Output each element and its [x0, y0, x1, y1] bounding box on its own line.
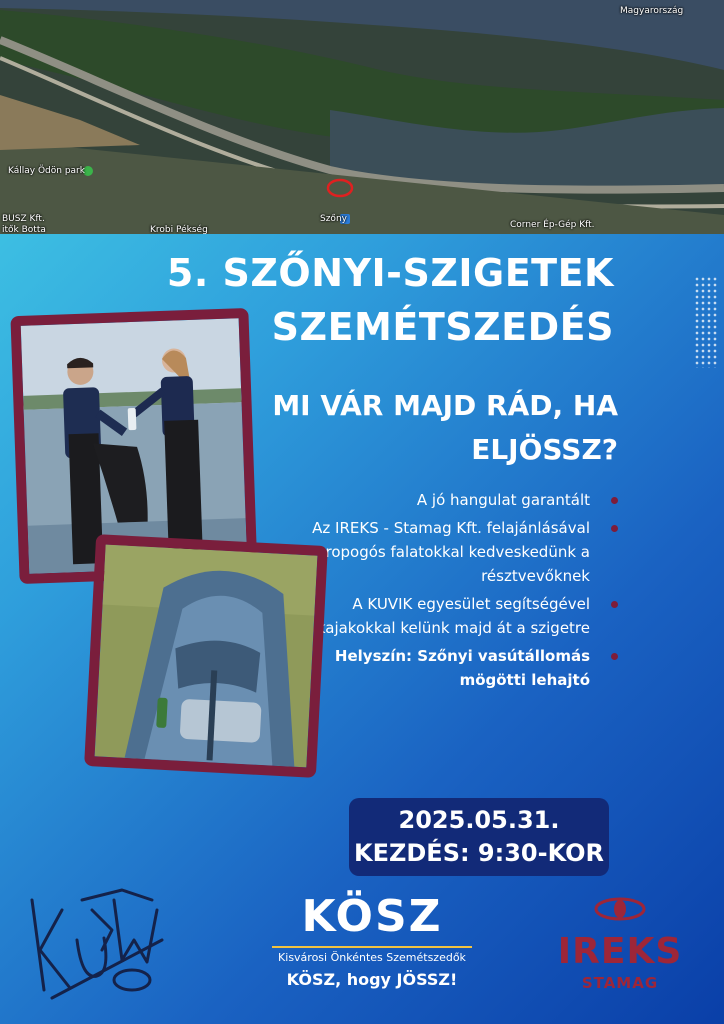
date-time-box [349, 798, 609, 876]
kosz-logo-underline [272, 946, 472, 948]
map-label-busz: BUSZ Kft. [2, 214, 45, 224]
bullet-dot-icon [611, 601, 618, 608]
kosz-full-name: Kisvárosi Önkéntes Szemétszedők [278, 951, 466, 964]
kayak-illustration [95, 545, 318, 768]
bullet-item [300, 592, 618, 640]
kosz-logo-text: KÖSZ [301, 891, 443, 942]
title-line-2: SZEMÉTSZEDÉS [271, 305, 614, 349]
bullet-text: Helyszín: Szőnyi vasútállomás mögötti lehajtó [334, 647, 590, 689]
ireks-logo [556, 896, 684, 992]
subtitle-line-1: MI VÁR MAJD RÁD, HA [272, 389, 618, 422]
map-label-top: Magyarország [620, 6, 684, 16]
bullet-dot-icon [611, 525, 618, 532]
aerial-map [0, 0, 724, 234]
map-label-krobi: Krobi Pékség [150, 225, 208, 234]
decorative-dot-grid [694, 276, 718, 368]
photo-kayak [84, 534, 328, 778]
bullet-text: A jó hangulat garantált [416, 491, 590, 509]
bullet-dot-icon [611, 497, 618, 504]
poster-subtitle [250, 384, 618, 472]
kosz-logo-block [252, 888, 492, 1018]
kosz-slogan: KÖSZ, hogy JÖSSZ! [286, 970, 458, 989]
map-graphic [0, 0, 724, 234]
bullet-text: A KUVIK egyesület segítségével kajakokkal kelünk majd át a szigetre [316, 595, 590, 637]
bullet-item [300, 516, 618, 588]
title-line-1: 5. SZŐNYI-SZIGETEK [166, 251, 614, 295]
bullet-list [300, 488, 618, 696]
ireks-emblem-icon [592, 896, 648, 922]
map-label-park: Kállay Ödön park [8, 166, 85, 176]
ireks-name: IREKS [557, 931, 683, 972]
subtitle-line-2: ELJÖSSZ? [471, 433, 618, 466]
map-label-botta: itők Botta [2, 225, 46, 234]
bullet-text: Az IREKS - Stamag Kft. felajánlásával ropogós falatokkal kedveskedünk a résztvevőknek [312, 519, 590, 585]
event-date: 2025.05.31. [398, 806, 560, 834]
bullet-dot-icon [611, 653, 618, 660]
map-label-szony: Szőny [320, 214, 347, 224]
ireks-subtitle: STAMAG [581, 974, 659, 992]
event-start-time: KEZDÉS: 9:30-KOR [353, 839, 604, 867]
bullet-item [300, 488, 618, 512]
kuvik-logo-graphic [22, 880, 172, 1010]
bullet-item-location [300, 644, 618, 692]
map-label-corner: Corner Ép-Gép Kft. [510, 220, 595, 230]
kuvik-logo [22, 880, 172, 1010]
